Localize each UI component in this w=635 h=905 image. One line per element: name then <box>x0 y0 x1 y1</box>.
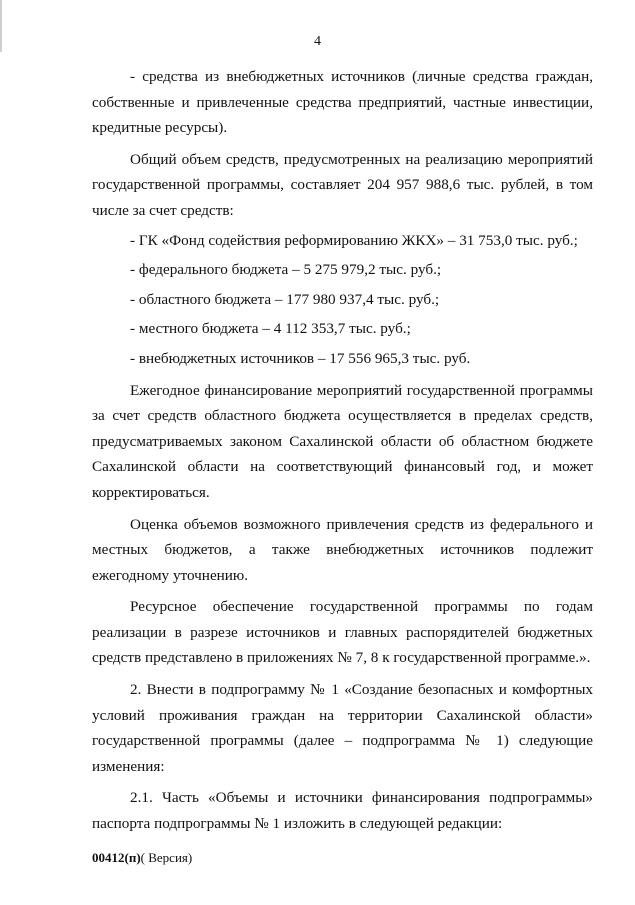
paragraph-annual-financing: Ежегодное финансирование мероприятий государственной программы за счет средств областного бюджета осуществляется в пределах средств, предусматриваемых законом Сахалинской области об областном бюджете Сахалинской области на соответствующий финансовый год, и может корректироваться. <box>92 381 593 501</box>
paragraph-amendment-2-1: 2.1. Часть «Объемы и источники финансирования подпрограммы» паспорта подпрограммы № 1 изложить в следующей редакции: <box>92 789 593 833</box>
paragraph-assessment: Оценка объемов возможного привлечения средств из федерального и местных бюджетов, а также внебюджетных источников подлежит ежегодному уточнению. <box>92 515 593 584</box>
funding-item-extrabudgetary: - внебюджетных источников – 17 556 965,3 тыс. руб. <box>130 349 471 367</box>
funding-item-local: - местного бюджета – 4 112 353,7 тыс. руб.; <box>130 320 411 338</box>
page-number: 4 <box>314 34 321 49</box>
funding-list <box>92 228 593 372</box>
paragraph-resource-provision: Ресурсное обеспечение государственной программы по годам реализации в разрезе источников и главных распорядителей бюджетных средств представлено в приложениях № 7, 8 к государственной программе.». <box>92 598 593 667</box>
paragraph-extrabudgetary-sources: - средства из внебюджетных источников (личные средства граждан, собственные и привлеченные средства предприятий, частные инвестиции, кредитные ресурсы). <box>92 68 593 137</box>
funding-item-federal: - федерального бюджета – 5 275 979,2 тыс. руб.; <box>130 261 442 279</box>
paragraph-total-funding: Общий объем средств, предусмотренных на реализацию мероприятий государственной программы, составляет 204 957 988,6 тыс. рублей, в том числе за счет средств: <box>92 150 593 219</box>
document-version: ( Версия) <box>140 850 193 865</box>
document-code: 00412(п) <box>92 850 141 865</box>
funding-item-fund-zhkh: - ГК «Фонд содействия реформированию ЖКХ» – 31 753,0 тыс. руб.; <box>130 231 578 249</box>
paragraph-amendment-2: 2. Внести в подпрограмму № 1 «Создание безопасных и комфортных условий проживания граждан на территории Сахалинской области» государственной программы (далее – подпрограмма № 1) следующие изменения: <box>92 681 593 775</box>
funding-item-regional: - областного бюджета – 177 980 937,4 тыс. руб.; <box>130 290 440 308</box>
document-body <box>92 64 593 837</box>
document-footer <box>92 850 192 866</box>
